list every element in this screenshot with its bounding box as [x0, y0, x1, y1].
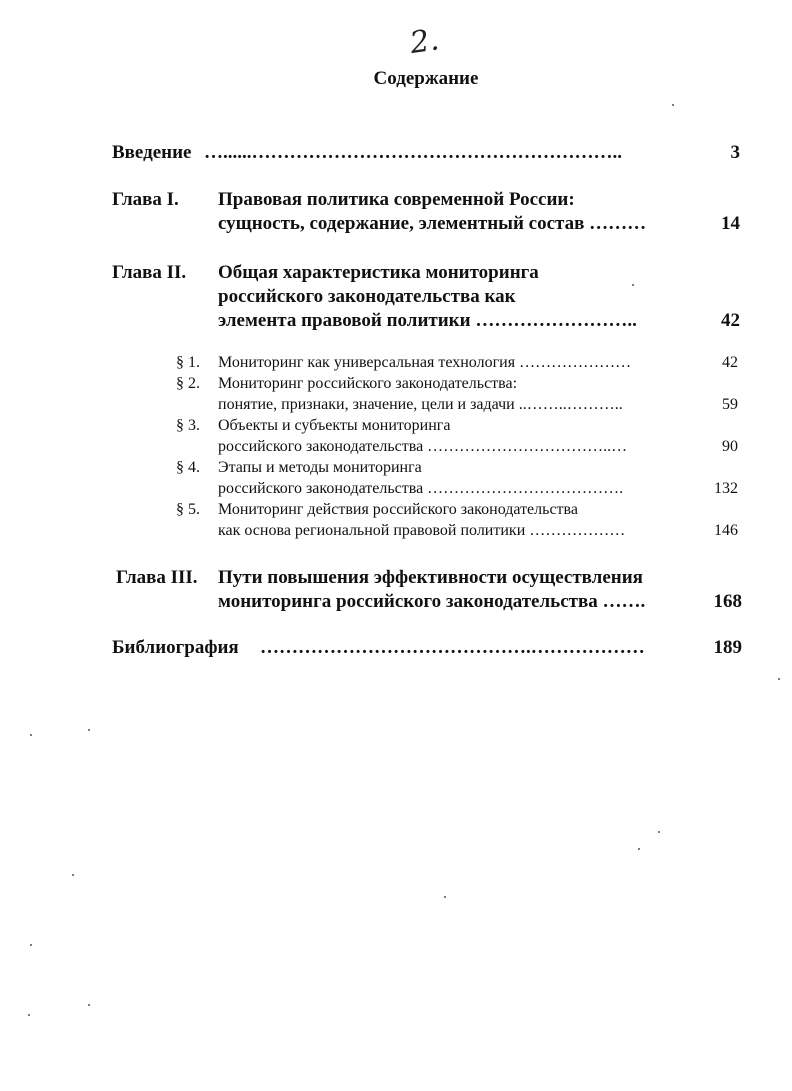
toc-entry-chapter-2 — [112, 261, 740, 335]
scan-speck — [638, 848, 640, 850]
toc-entry-chapter-1 — [112, 188, 740, 238]
toc-sec4-page: 132 — [714, 480, 738, 497]
toc-ch3-line2: мониторинга российского законодательства ……. — [218, 591, 646, 612]
scan-speck — [28, 1014, 30, 1016]
toc-ch2-line2: российского законодательства как — [218, 286, 516, 307]
toc-ch2-line3: элемента правовой политики …………………….. — [218, 310, 637, 331]
toc-sec1-label: § 1. — [176, 354, 200, 371]
toc-intro-label: Введение — [112, 142, 192, 163]
scan-speck — [658, 831, 660, 833]
scan-speck — [778, 678, 780, 680]
toc-ch2-page: 42 — [721, 310, 740, 331]
toc-biblio-dots: …………………………………….……………… — [260, 637, 645, 658]
toc-sec3-page: 90 — [722, 438, 738, 455]
toc-section-4 — [176, 457, 738, 499]
toc-section-5 — [176, 499, 738, 541]
toc-ch1-line2: сущность, содержание, элементный состав ……… — [218, 213, 647, 234]
toc-ch2-line1: Общая характеристика мониторинга — [218, 262, 539, 283]
toc-intro-page: 3 — [730, 142, 740, 163]
scan-speck — [88, 1004, 90, 1006]
toc-sec2-page: 59 — [722, 396, 738, 413]
toc-ch3-line1: Пути повышения эффективности осуществления — [218, 567, 643, 588]
toc-sec2-line2: понятие, признаки, значение, цели и задачи ..……..……….. — [218, 396, 623, 413]
toc-sec3-line2: российского законодательства ……………………………..… — [218, 438, 628, 455]
toc-sec2-label: § 2. — [176, 375, 200, 392]
toc-biblio-page: 189 — [713, 637, 742, 658]
scan-speck — [30, 734, 32, 736]
toc-ch1-page: 14 — [721, 213, 740, 234]
toc-sec3-label: § 3. — [176, 417, 200, 434]
scan-speck — [672, 104, 674, 106]
toc-sec1-page: 42 — [722, 354, 738, 371]
toc-entry-bibliography — [112, 636, 742, 660]
scan-speck — [444, 896, 446, 898]
toc-sec5-page: 146 — [714, 522, 738, 539]
toc-sec5-line2: как основа региональной правовой политики ……………… — [218, 522, 626, 539]
toc-sec4-label: § 4. — [176, 459, 200, 476]
toc-ch1-label: Глава I. — [112, 189, 179, 210]
toc-biblio-label: Библиография — [112, 637, 239, 658]
toc-ch3-label: Глава III. — [116, 567, 198, 588]
toc-sec2-line1: Мониторинг российского законодательства: — [218, 375, 518, 392]
toc-sec4-line1: Этапы и методы мониторинга — [218, 459, 422, 476]
toc-sec5-line1: Мониторинг действия российского законодательства — [218, 501, 578, 518]
handwritten-page-number: 2. — [407, 22, 442, 62]
toc-entry-intro — [112, 141, 740, 165]
toc-ch3-page: 168 — [713, 591, 742, 612]
toc-sec1-line1: Мониторинг как универсальная технология ………………… — [218, 354, 632, 371]
toc-sec5-label: § 5. — [176, 501, 200, 518]
toc-sec3-line1: Объекты и субъекты мониторинга — [218, 417, 451, 434]
toc-sec4-line2: российского законодательства ………………………………. — [218, 480, 624, 497]
scan-speck — [88, 729, 90, 731]
toc-entry-chapter-3 — [116, 566, 742, 616]
toc-ch1-line1: Правовая политика современной России: — [218, 189, 575, 210]
toc-section-1 — [176, 352, 738, 373]
page-title: Содержание — [373, 68, 479, 89]
scan-speck — [30, 944, 32, 946]
scan-speck — [632, 284, 634, 286]
toc-section-2 — [176, 373, 738, 415]
toc-ch2-label: Глава II. — [112, 262, 187, 283]
toc-section-3 — [176, 415, 738, 457]
scan-speck — [72, 874, 74, 876]
toc-intro-dots: …......………………………………………………….. — [204, 142, 622, 163]
